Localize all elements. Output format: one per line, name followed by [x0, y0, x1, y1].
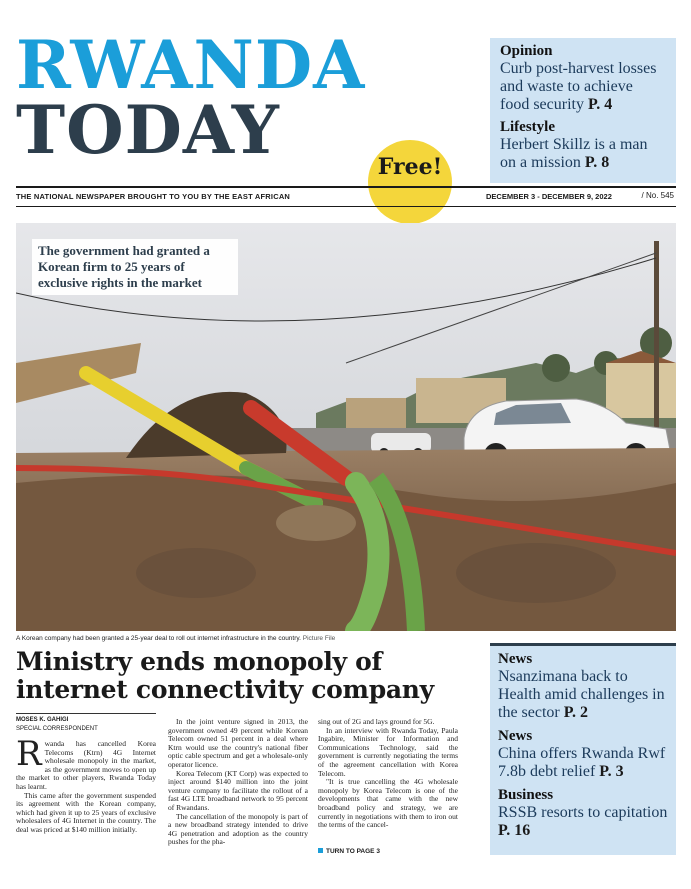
article-paragraph: The cancellation of the monopoly is part of a new broadband strategy intended to drive 4G penetration and adoption as the country pushes for the pha- — [168, 811, 308, 847]
square-bullet-icon — [318, 848, 323, 853]
article-paragraph: Korea Telecom (KT Corp) was expected to inject around $140 million into the joint venture company to facilitate the rollout of a fast 4G LTE broadband network to 95 percent of Rwandans. — [168, 768, 308, 812]
author-name: MOSES K. GAHIGI — [16, 717, 69, 723]
article-paragraph: In an interview with Rwanda Today, Paula Ingabire, Minister for Information and Communications Technology, said the government is currently negotiating the terms of the agreement cancellation with Korea Telecom. — [318, 725, 458, 778]
article-column-3 — [318, 718, 458, 830]
lead-headline[interactable]: Ministry ends monopoly of internet connectivity company — [16, 647, 434, 704]
author-role: SPECIAL CORRESPONDENT — [16, 726, 98, 732]
issue-number: / No. 545 — [641, 191, 674, 200]
teaser-headline[interactable] — [500, 136, 666, 172]
free-badge-label: Free! — [377, 154, 443, 180]
teaser-category: Opinion — [500, 43, 553, 59]
teaser-headline[interactable] — [498, 668, 668, 722]
drop-cap: R — [16, 734, 42, 774]
teaser-page-ref: P. 16 — [498, 822, 531, 839]
teaser-page-ref: P. 4 — [587, 96, 613, 113]
teaser-headline-text: Curb post-harvest losses and waste to achieve food security — [500, 60, 657, 113]
article-paragraph: In the joint venture signed in 2013, the government owned 49 percent while Korean Telecom owned 51 percent in a deal where Ktrn would use the country's national fiber optic cable spectrum and get a wholesale-only operator licence. — [168, 717, 308, 769]
masthead — [16, 26, 486, 190]
photo-caption-text: A Korean company had been granted a 25-year deal to roll out internet infrastructure in the country. — [16, 635, 301, 642]
teaser-page-ref: P. 3 — [599, 763, 624, 780]
turn-label: TURN TO PAGE 3 — [326, 848, 380, 855]
article-paragraph — [16, 734, 156, 792]
teaser-headline[interactable] — [498, 804, 668, 840]
side-teaser-box — [490, 643, 676, 855]
teaser-headline[interactable] — [500, 60, 666, 114]
teaser-page-ref: P. 8 — [584, 154, 610, 171]
turn-to-page-link[interactable] — [318, 848, 380, 855]
article-column-1 — [16, 734, 156, 835]
teaser-page-ref: P. 2 — [563, 704, 589, 721]
teaser-headline-text: RSSB resorts to capitation — [498, 804, 668, 821]
top-teaser-box — [490, 38, 676, 183]
teaser-headline-text: Herbert Skillz is a man on a mission — [500, 136, 648, 171]
issue-date: DECEMBER 3 - DECEMBER 9, 2022 — [486, 192, 612, 201]
photo-credit: Picture File — [302, 635, 336, 642]
teaser-category: News — [498, 728, 533, 744]
teaser-category: News — [498, 651, 533, 667]
photo-caption — [16, 635, 486, 642]
free-badge — [368, 140, 452, 224]
lead-photo — [16, 223, 676, 631]
teaser-headline-text: Nsanzimana back to Health amid challenges in the sector — [498, 668, 665, 721]
teaser-category: Lifestyle — [500, 119, 555, 135]
masthead-title-line2: TODAY — [16, 91, 280, 169]
article-paragraph: This came after the government suspended its agreement with the Korean company, which had given it up to 25 years of exclusive wholesalers of 4G Internet in the country. The deal was priced at $140 million initially. — [16, 790, 156, 834]
tagline: THE NATIONAL NEWSPAPER BROUGHT TO YOU BY THE EAST AFRICAN — [16, 192, 291, 201]
byline — [16, 716, 156, 734]
teaser-headline[interactable] — [498, 745, 668, 781]
article-paragraph: sing out of 2G and lays ground for 5G. — [318, 717, 435, 726]
tagline-bar — [16, 186, 676, 207]
article-paragraph: "It is true cancelling the 4G wholesale monopoly by Korea Telecom is one of the developments that came with the new broadband policy and strategy, we are currently in negotiations with them to iron out the terms of the cancel- — [318, 777, 458, 830]
teaser-category: Business — [498, 787, 554, 803]
photo-overlay-quote: The government had granted a Korean firm to 25 years of exclusive rights in the market — [32, 239, 238, 295]
masthead-title-line1: RWANDA — [16, 26, 366, 104]
teaser-headline-text: China offers Rwanda Rwf 7.8b debt relief — [498, 745, 666, 780]
paragraph-text: wanda has cancelled Korea Telecoms (Ktrn) 4G Internet wholesale monopoly in the market, as the government moves to open up the market to other players, Rwanda Today has learnt. — [16, 739, 156, 791]
article-column-2 — [168, 718, 308, 847]
byline-divider — [16, 713, 156, 714]
